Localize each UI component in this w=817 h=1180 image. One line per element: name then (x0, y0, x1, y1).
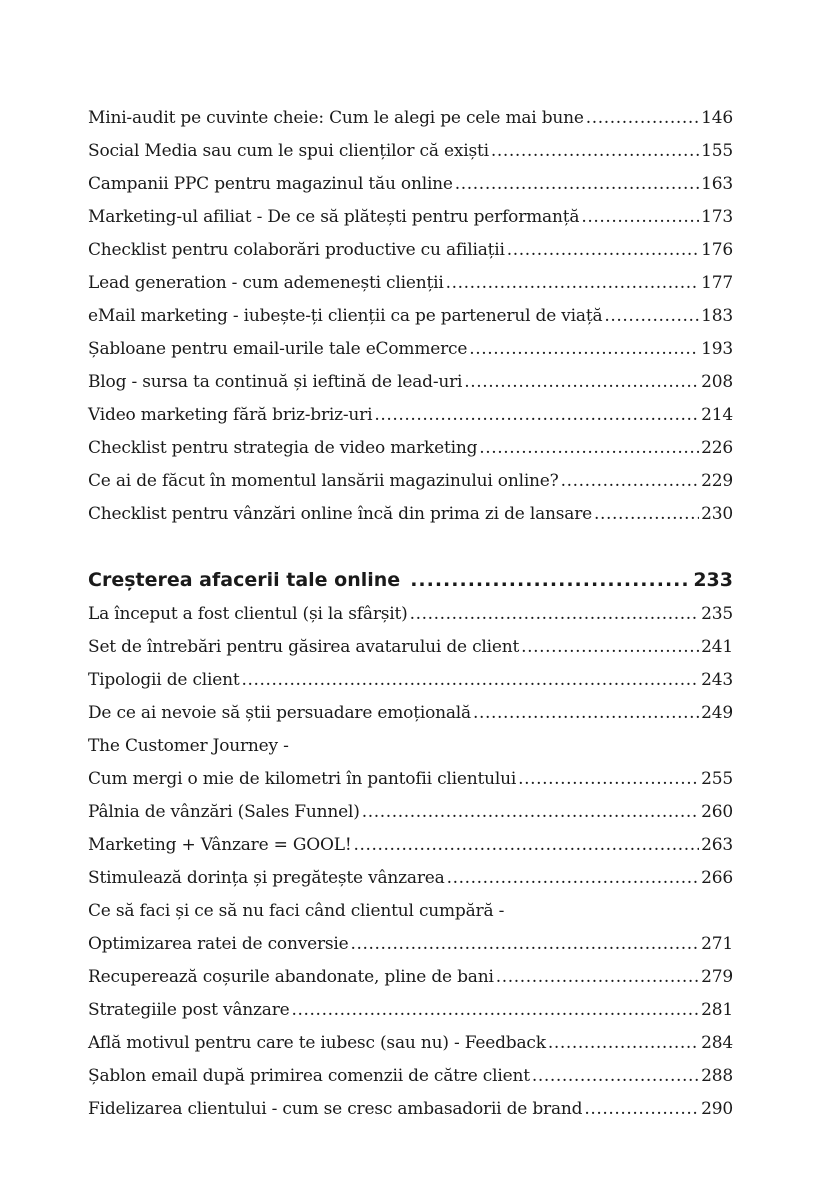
dot-leader (455, 168, 699, 201)
toc-list-part1 (88, 102, 733, 531)
toc-entry-page-number: 284 (701, 1033, 733, 1053)
toc-entry-title: Checklist pentru colaborări productive cu afiliații (88, 240, 505, 260)
toc-entry-page-number: 214 (701, 405, 733, 425)
toc-entry-title: Ce ai de făcut în momentul lansării magazinului online? (88, 471, 559, 491)
dot-leader (561, 465, 700, 498)
toc-entry (88, 333, 733, 366)
toc-entry (88, 961, 733, 994)
toc-entry-page-number: 146 (701, 108, 733, 128)
toc-entry (88, 862, 733, 895)
dot-leader (586, 102, 699, 135)
toc-entry-page-number: 288 (701, 1066, 733, 1086)
toc-entry-page-number: 226 (701, 438, 733, 458)
dot-leader (351, 928, 700, 961)
dot-leader (548, 1027, 699, 1060)
toc-entry (88, 1093, 733, 1126)
toc-entry-title: Marketing-ul afiliat - De ce să plătești pentru performanță (88, 207, 580, 227)
table-of-contents (88, 102, 733, 1126)
dot-leader (584, 1093, 699, 1126)
toc-entry-page-number: 281 (701, 1000, 733, 1020)
toc-entry-title: Strategiile post vânzare (88, 1000, 290, 1020)
dot-leader (479, 432, 699, 465)
toc-entry (88, 730, 733, 763)
toc-entry-title: Fidelizarea clientului - cum se cresc ambasadorii de brand (88, 1099, 583, 1119)
toc-entry (88, 465, 733, 498)
dot-leader (292, 994, 700, 1027)
section-spacer (88, 531, 733, 562)
toc-entry-page-number: 263 (701, 835, 733, 855)
toc-entry-title: Marketing + Vânzare = GOOL! (88, 835, 352, 855)
toc-entry-page-number: 279 (701, 967, 733, 987)
toc-entry-title: Recuperează coșurile abandonate, pline de bani (88, 967, 494, 987)
toc-entry-page-number: 163 (701, 174, 733, 194)
dot-leader (473, 697, 699, 730)
section-heading (88, 562, 733, 598)
toc-entry-page-number: 290 (701, 1099, 733, 1119)
toc-entry-page-number: 183 (701, 306, 733, 326)
toc-entry-page-number: 255 (701, 769, 733, 789)
toc-entry-title: Checklist pentru strategia de video marketing (88, 438, 478, 458)
toc-entry-title: eMail marketing - iubește-ți clienții ca pe partenerul de viață (88, 306, 603, 326)
toc-entry (88, 102, 733, 135)
dot-leader (604, 300, 699, 333)
dot-leader (410, 562, 689, 598)
toc-entry-title: La început a fost clientul (și la sfârșit) (88, 604, 408, 624)
toc-entry-title: Optimizarea ratei de conversie (88, 934, 349, 954)
toc-entry (88, 300, 733, 333)
section-title: Creșterea afacerii tale online (88, 569, 401, 591)
toc-entry (88, 135, 733, 168)
toc-entry-title: Pâlnia de vânzări (Sales Funnel) (88, 802, 360, 822)
toc-entry-title: De ce ai nevoie să știi persuadare emoțională (88, 703, 471, 723)
toc-entry (88, 697, 733, 730)
toc-entry-title: Ce să faci și ce să nu faci când clientul cumpără - (88, 901, 505, 921)
toc-entry (88, 201, 733, 234)
toc-entry (88, 498, 733, 531)
dot-leader (242, 664, 700, 697)
dot-leader (447, 862, 700, 895)
toc-entry-title: Checklist pentru vânzări online încă din prima zi de lansare (88, 504, 593, 524)
toc-entry (88, 366, 733, 399)
toc-entry-title: Blog - sursa ta continuă și ieftină de lead-uri (88, 372, 463, 392)
toc-entry (88, 267, 733, 300)
dot-leader (594, 498, 699, 531)
dot-leader (491, 135, 699, 168)
toc-entry-title: Social Media sau cum le spui clienților că exiști (88, 141, 489, 161)
toc-entry-title: Mini-audit pe cuvinte cheie: Cum le alegi pe cele mai bune (88, 108, 584, 128)
toc-entry-page-number: 230 (701, 504, 733, 524)
toc-entry (88, 168, 733, 201)
toc-entry (88, 829, 733, 862)
dot-leader (362, 796, 699, 829)
toc-entry-page-number: 176 (701, 240, 733, 260)
toc-entry (88, 1060, 733, 1093)
toc-entry-page-number: 173 (701, 207, 733, 227)
toc-entry-page-number: 249 (701, 703, 733, 723)
toc-entry-page-number: 229 (701, 471, 733, 491)
dot-leader (521, 631, 699, 664)
toc-entry (88, 234, 733, 267)
dot-leader (469, 333, 699, 366)
toc-entry-title: The Customer Journey - (88, 736, 289, 756)
toc-entry-page-number: 235 (701, 604, 733, 624)
toc-entry-title: Tipologii de client (88, 670, 240, 690)
toc-entry (88, 399, 733, 432)
toc-entry (88, 895, 733, 928)
toc-entry-page-number: 241 (701, 637, 733, 657)
toc-entry-title: Află motivul pentru care te iubesc (sau nu) - Feedback (88, 1033, 546, 1053)
toc-entry-title: Lead generation - cum ademenești clienții (88, 273, 444, 293)
dot-leader (446, 267, 700, 300)
toc-entry (88, 928, 733, 961)
toc-entry (88, 598, 733, 631)
dot-leader (374, 399, 699, 432)
toc-entry-title: Campanii PPC pentru magazinul tău online (88, 174, 453, 194)
dot-leader (518, 763, 699, 796)
toc-entry-title: Set de întrebări pentru găsirea avatarului de client (88, 637, 520, 657)
toc-entry-page-number: 208 (701, 372, 733, 392)
toc-entry-title: Șabloane pentru email-urile tale eCommerce (88, 339, 468, 359)
toc-entry-title: Video marketing fără briz-briz-uri (88, 405, 373, 425)
toc-entry-page-number: 243 (701, 670, 733, 690)
dot-leader (410, 598, 700, 631)
toc-entry-page-number: 260 (701, 802, 733, 822)
toc-entry-page-number: 177 (701, 273, 733, 293)
dot-leader (354, 829, 700, 862)
toc-entry (88, 994, 733, 1027)
toc-entry (88, 432, 733, 465)
toc-entry-page-number: 193 (701, 339, 733, 359)
toc-entry (88, 631, 733, 664)
section-page-number: 233 (693, 569, 733, 591)
toc-entry (88, 763, 733, 796)
toc-entry (88, 664, 733, 697)
dot-leader (507, 234, 699, 267)
toc-entry-title: Stimulează dorința și pregătește vânzarea (88, 868, 445, 888)
toc-entry-page-number: 155 (701, 141, 733, 161)
toc-entry (88, 796, 733, 829)
toc-entry-page-number: 266 (701, 868, 733, 888)
dot-leader (464, 366, 699, 399)
toc-entry-page-number: 271 (701, 934, 733, 954)
dot-leader (532, 1060, 699, 1093)
toc-entry-title: Șablon email după primirea comenzii de către client (88, 1066, 530, 1086)
toc-list-part2 (88, 598, 733, 1126)
toc-entry (88, 1027, 733, 1060)
dot-leader (581, 201, 699, 234)
toc-entry-title: Cum mergi o mie de kilometri în pantofii clientului (88, 769, 517, 789)
dot-leader (496, 961, 699, 994)
